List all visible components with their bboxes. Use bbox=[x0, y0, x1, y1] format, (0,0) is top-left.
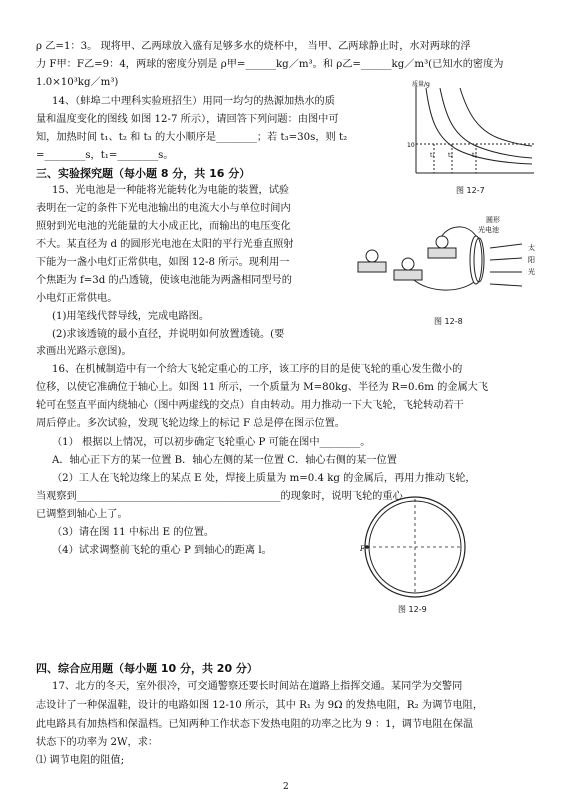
lamp-bulb-icon bbox=[402, 258, 414, 270]
cell-label: 圆形 bbox=[486, 216, 500, 224]
text-line: ρ 乙=1：3。 现将甲、乙两球放入盛有足够多水的烧杯中， 当甲、乙两球静止时，水对两球的浮 bbox=[36, 41, 471, 52]
text-line: （4）试求调整前飞轮的重心 P 到轴心的距离 l。 bbox=[52, 545, 272, 556]
text-line: (1)用笔线代替导线，完成电路图。 bbox=[52, 311, 210, 322]
text-line: 已调整到轴心上了。 bbox=[36, 509, 128, 520]
figure-12-9-flywheel bbox=[360, 494, 470, 600]
text-line: （2）工人在飞轮边缘上的某点 E 处，焊接上质量为 m=0.4 kg 的金属后，再用力推动飞轮， bbox=[52, 473, 476, 484]
page-number: 2 bbox=[283, 782, 289, 792]
sun-ray bbox=[490, 258, 522, 260]
figure-caption: 图 12-7 bbox=[456, 186, 485, 195]
tick-label: 10 bbox=[407, 142, 415, 149]
t1-label: t₁ bbox=[430, 152, 435, 159]
text-line: 位移，以使它准确位于轴心上。如图 11 所示，一个质量为 M=80kg、半径为 R=0.6m 的金属大飞 bbox=[36, 382, 489, 393]
text-line: 当观察到________________________________________的现象时，说明飞轮的重心 bbox=[36, 491, 403, 502]
text-line: 志设计了一种保温鞋，设计的电路如图 12-10 所示，其中 R₁ 为 9Ω 的发热电阻，R₂ 为调节电阻， bbox=[36, 700, 484, 711]
lamp-socket bbox=[394, 270, 422, 280]
figure-12-8-circuit bbox=[348, 212, 544, 312]
figure-12-7-graph bbox=[406, 78, 538, 178]
text-line: 表明在一定的条件下光电池输出的电流大小与单位时间内 bbox=[36, 203, 291, 214]
text-line: (2)求该透镜的最小直径，并说明如何放置透镜。(要 bbox=[52, 329, 285, 340]
text-line: 17、北方的冬天，室外很冷，可交通警察还要长时间站在道路上指挥交通。某同学为交警同 bbox=[52, 681, 463, 692]
text-line: 16、在机械制造中有一个给大飞轮定重心的工序，该工序的目的是使飞轮的重心发生微小的 bbox=[52, 364, 463, 375]
lamp-socket bbox=[358, 262, 386, 272]
text-line: 求画出光路示意图)。 bbox=[36, 346, 132, 357]
text-line: =________s，t₁=________s。 bbox=[36, 150, 174, 161]
text-line: ⑴ 调节电阻的阻值; bbox=[36, 755, 125, 766]
figure-caption: 图 12-9 bbox=[398, 605, 427, 614]
text-line: 照射到光电池的光能量的大小成正比，而输出的电压变化 bbox=[36, 221, 291, 232]
t3-label: t₃ bbox=[472, 152, 477, 159]
sun-ray bbox=[490, 284, 522, 286]
section-heading-comprehensive: 四、综合应用题（每小题 10 分，共 20 分） bbox=[36, 662, 258, 675]
sunlight-label: 光 bbox=[528, 268, 535, 276]
text-line: （3）请在图 11 中标出 E 的位置。 bbox=[52, 527, 215, 538]
cell-label: 光电池 bbox=[478, 226, 499, 234]
text-line: 状态下的功率为 2W，求： bbox=[36, 737, 159, 748]
text-line: 14、（蚌埠二中理科实验班招生）用同一均匀的热源加热水的质 bbox=[52, 96, 335, 107]
text-line: 力 F甲：F乙=9：4，两球的密度分别是 ρ甲=______kg／m³。和 ρ乙=______kg／m³(已知水的密度为 bbox=[36, 59, 504, 70]
text-line: 知，加热时间 t₁、t₂ 和 t₃ 的大小顺序是________；若 t₃=30s，则 t₂ bbox=[36, 132, 348, 143]
sunlight-label: 阳 bbox=[528, 256, 535, 264]
text-line: 小电灯正常供电。 bbox=[36, 293, 118, 304]
sunlight-label: 太 bbox=[528, 244, 535, 252]
wire bbox=[442, 227, 476, 236]
y-axis-label: 质量/g bbox=[412, 81, 430, 88]
text-line: 1.0×10³kg／m³) bbox=[36, 77, 119, 88]
text-line: 此电路具有加热档和保温档。已知两种工作状态下发热电阻的功率之比为 9 ：1，调节电阻在保温 bbox=[36, 719, 474, 730]
sun-ray bbox=[490, 244, 522, 248]
text-line: A．轴心正下方的某一位置 B．轴心左侧的某一位置 C．轴心右侧的某一位置 bbox=[52, 455, 397, 466]
lamp-bulb-icon bbox=[366, 250, 378, 262]
text-line: 轮可在竖直平面内绕轴心（图中两虚线的交点）自由转动。用力推动一下大飞轮，飞轮转动若干 bbox=[36, 400, 464, 411]
text-line: 周后停止。多次试验，发现飞轮边缘上的标记 F 总是停在图示位置。 bbox=[36, 418, 345, 429]
t2-label: t₂ bbox=[448, 152, 453, 159]
text-line: 个焦距为 f=3d 的凸透镜，使该电池能为两盏相同型号的 bbox=[36, 275, 292, 286]
text-line: 下能为一盏小电灯正常供电，如图 12-8 所示。现利用一 bbox=[36, 257, 290, 268]
text-line: 15、光电池是一种能将光能转化为电能的装置，试验 bbox=[52, 185, 290, 196]
mark-f-label: F bbox=[360, 545, 365, 553]
lamp-socket bbox=[428, 248, 456, 258]
text-line: 不大。某直径为 d 的圆形光电池在太阳的平行光垂直照射 bbox=[36, 239, 294, 250]
lamp-bulb-icon bbox=[436, 236, 448, 248]
curve bbox=[460, 88, 532, 146]
text-line: 量和温度变化的图线 如图 12-7 所示），请回答下列问题：由图中可 bbox=[36, 114, 339, 125]
wire bbox=[414, 280, 474, 290]
text-line: （1） 根据以上情况，可以初步确定飞轮重心 P 可能在图中________。 bbox=[52, 437, 371, 448]
mark-f-dot bbox=[365, 545, 369, 549]
section-heading-experiment: 三、实验探究题（每小题 8 分，共 16 分） bbox=[36, 167, 251, 180]
figure-caption: 图 12-8 bbox=[434, 317, 463, 326]
curve bbox=[426, 88, 532, 164]
